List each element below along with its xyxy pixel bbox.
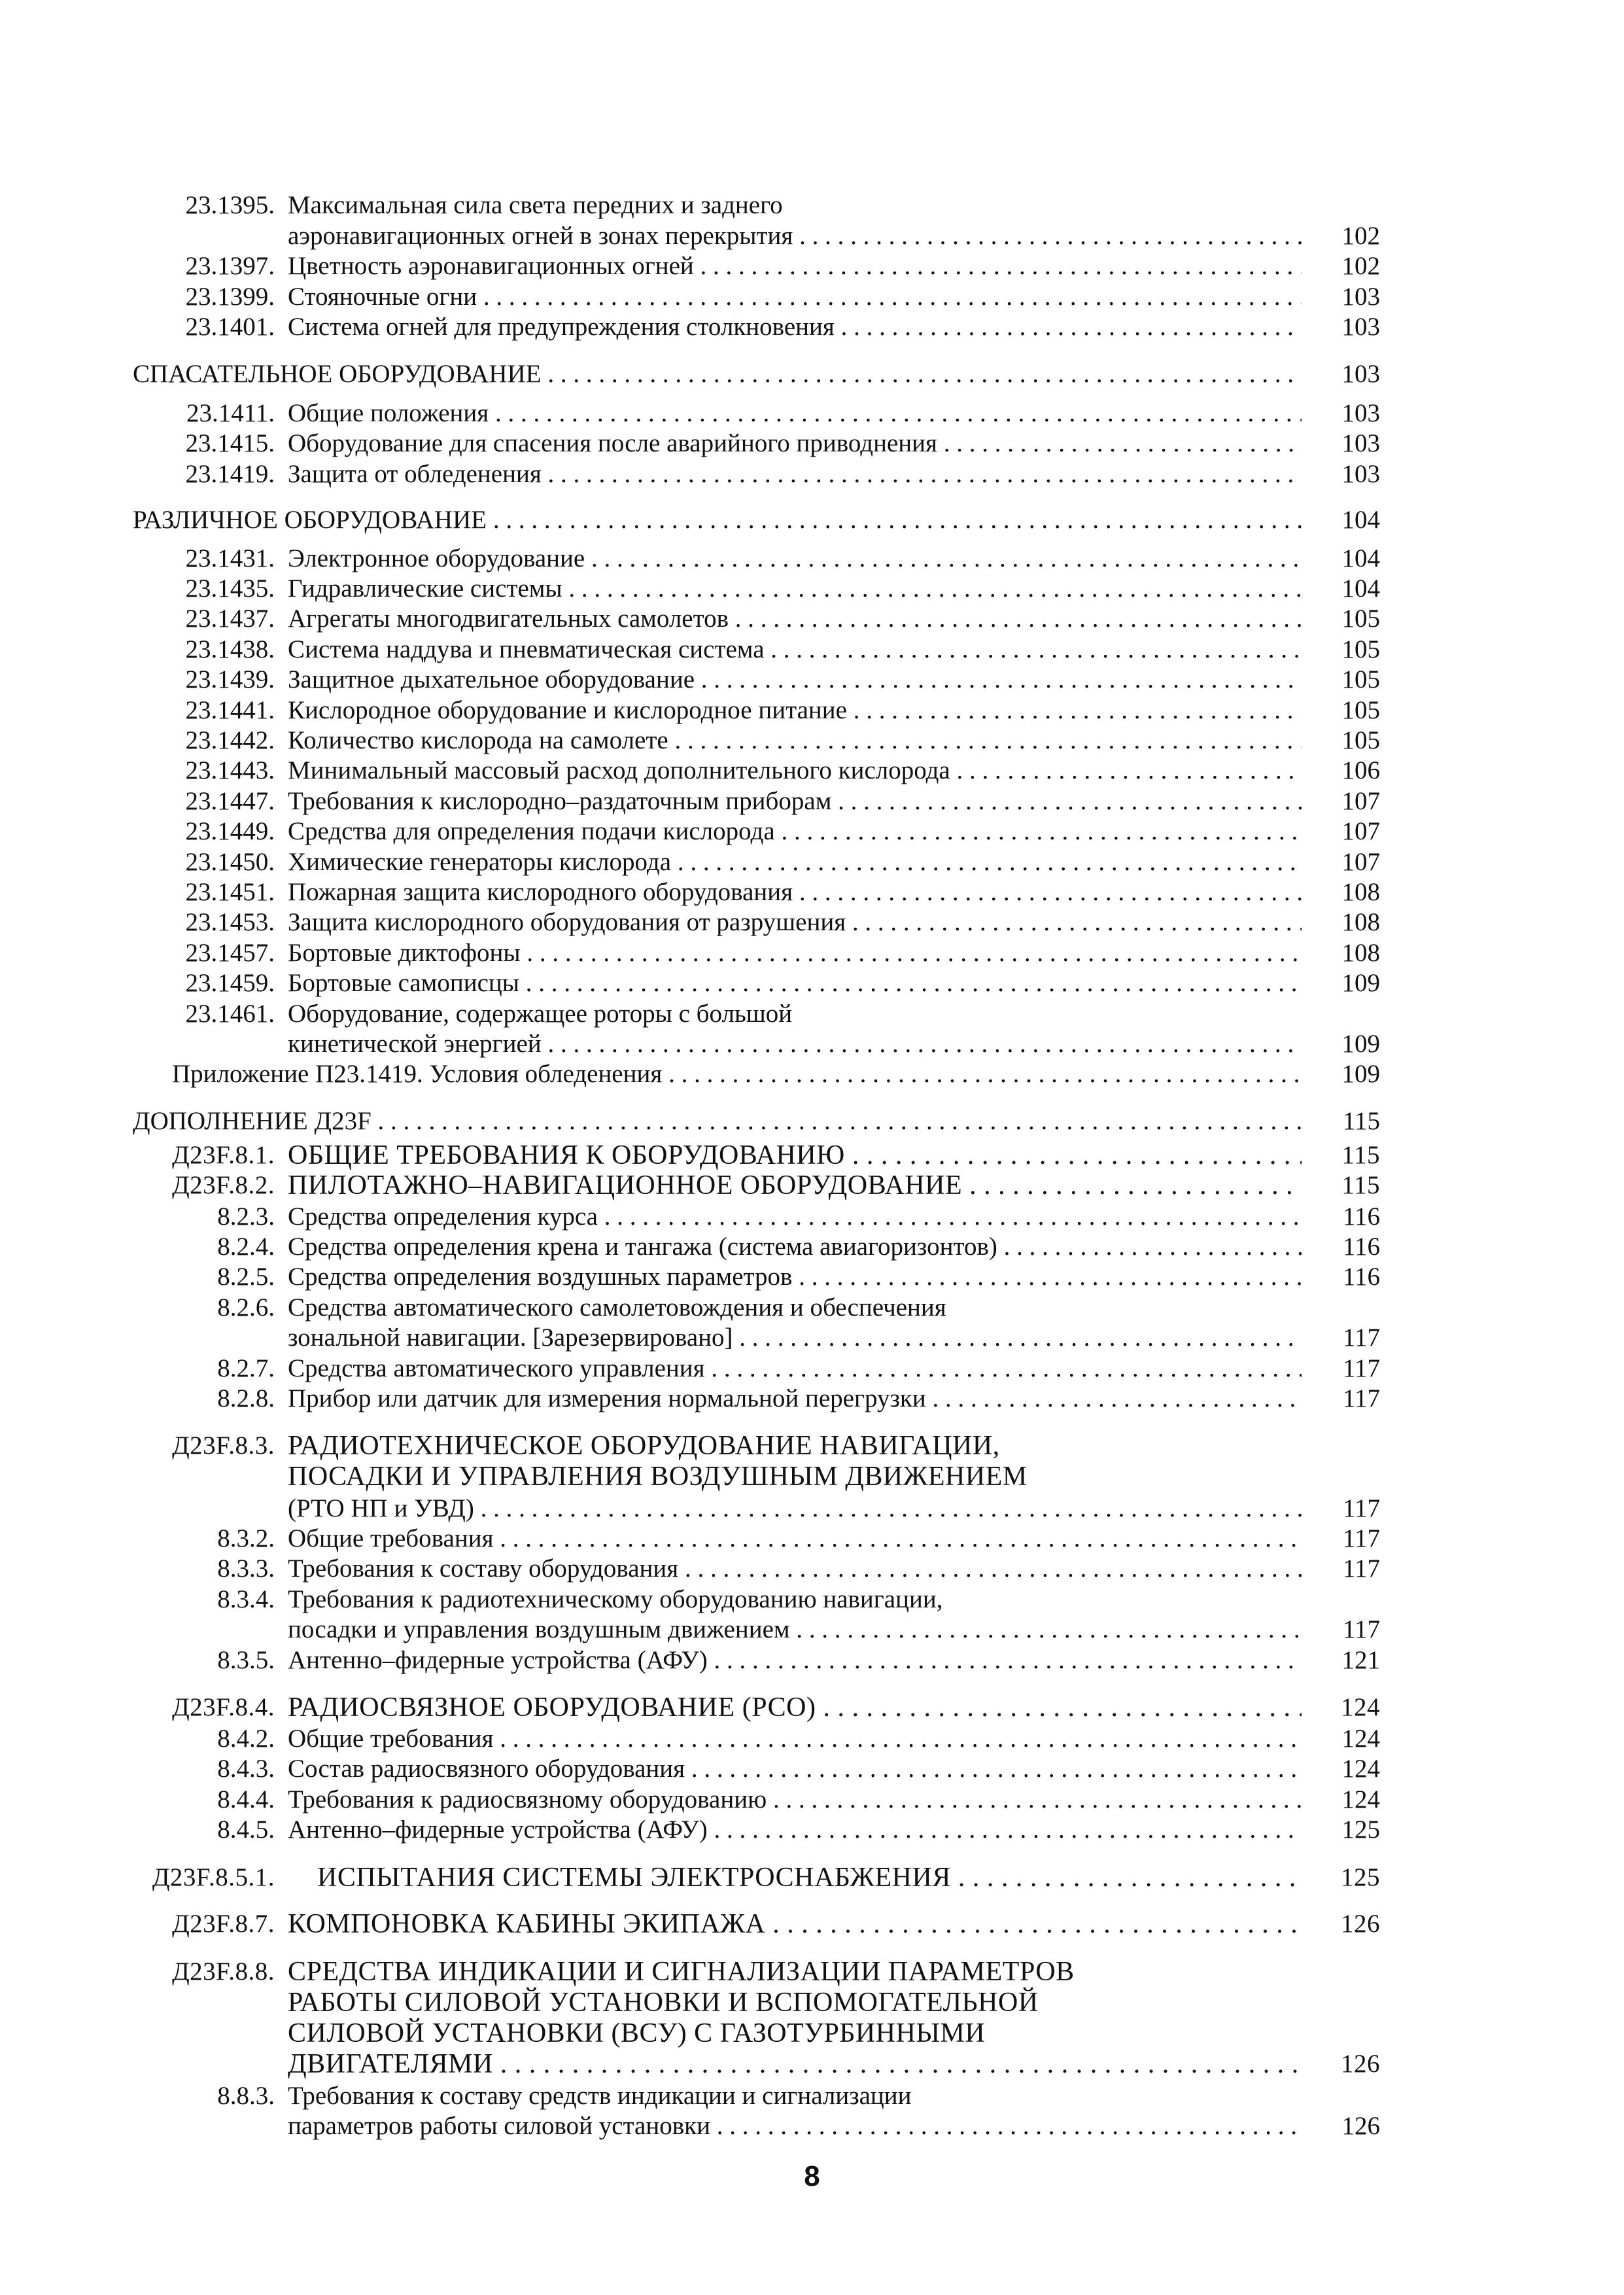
- toc-row: [0, 543, 1624, 574]
- toc-page: 116: [1342, 1263, 1380, 1291]
- toc-title: РАДИОТЕХНИЧЕСКОЕ ОБОРУДОВАНИЕ НАВИГАЦИИ,: [288, 1431, 1000, 1461]
- toc-page: 104: [1341, 544, 1380, 572]
- toc-title: Химические генераторы кислорода . . .: [288, 847, 1302, 878]
- toc-row: [0, 1956, 1624, 1988]
- toc-row: [0, 1584, 1624, 1615]
- toc-title: Электронное оборудование . . .: [288, 543, 1302, 574]
- toc-title: Стояночные огни . . .: [288, 281, 1302, 313]
- toc-page: 105: [1341, 696, 1380, 724]
- toc-title: Общие положения . . .: [288, 398, 1302, 429]
- toc-row: [0, 1461, 1624, 1492]
- toc-title: Система огней для предупреждения столкновения . . .: [288, 311, 1302, 343]
- toc-page: 117: [1342, 1354, 1380, 1382]
- toc-number: 8.2.8.: [217, 1384, 275, 1412]
- toc-page: 106: [1341, 756, 1380, 784]
- toc-title: Максимальная сила света передних и заднего: [288, 191, 783, 219]
- toc-number: 23.1415.: [185, 429, 275, 457]
- toc-row: [0, 1908, 1624, 1940]
- toc-row: [0, 1383, 1624, 1414]
- toc-section-row: [0, 504, 1624, 536]
- toc-number: 8.4.5.: [217, 1815, 275, 1844]
- toc-row: [0, 1814, 1624, 1846]
- toc-page: 105: [1341, 665, 1380, 693]
- toc-page: 107: [1341, 817, 1380, 845]
- toc-row: [0, 1353, 1624, 1384]
- toc-number: 23.1437.: [185, 604, 275, 633]
- toc-number: 23.1441.: [185, 696, 275, 724]
- toc-page: 116: [1342, 1233, 1380, 1261]
- toc-title: Требования к кислородно–раздаточным приборам . . .: [288, 786, 1302, 817]
- toc-title: параметров работы силовой установки . . .: [288, 2111, 1302, 2142]
- toc-page: 103: [1341, 460, 1380, 488]
- toc-number: 8.8.3.: [217, 2082, 275, 2110]
- toc-title: СИЛОВОЙ УСТАНОВКИ (ВСУ) С ГАЗОТУРБИННЫМИ: [288, 2018, 986, 2048]
- toc-page: 109: [1341, 969, 1380, 997]
- toc-title: Оборудование, содержащее роторы с большой: [288, 1000, 793, 1028]
- toc-row: [0, 1753, 1624, 1785]
- toc-title: Требования к радиотехническому оборудованию навигации,: [288, 1585, 943, 1613]
- toc-page: 126: [1341, 2050, 1380, 2078]
- toc-page: 117: [1342, 1494, 1380, 1522]
- toc-title: кинетической энергией . . .: [288, 1028, 1302, 1060]
- toc-number: 23.1395.: [185, 191, 275, 219]
- toc-page: 126: [1341, 2112, 1380, 2140]
- toc-page: 103: [1341, 429, 1380, 457]
- toc-title: (РТО НП и УВД) . . .: [288, 1493, 1302, 1524]
- toc-number: Д23F.8.3.: [172, 1431, 275, 1460]
- toc-number: 23.1443.: [185, 756, 275, 784]
- toc-number: 23.1419.: [185, 460, 275, 488]
- toc-page: 125: [1341, 1815, 1380, 1844]
- toc-number: 23.1438.: [185, 635, 275, 663]
- toc-row: [0, 1645, 1624, 1676]
- toc-number: 23.1459.: [185, 969, 275, 997]
- toc-page: 102: [1341, 222, 1380, 250]
- toc-number: Д23F.8.2.: [172, 1171, 275, 1199]
- toc-page: 124: [1341, 1785, 1380, 1813]
- toc-number: 8.3.4.: [217, 1585, 275, 1613]
- toc-number: 23.1399.: [185, 283, 275, 311]
- toc-page: 126: [1341, 1910, 1380, 1938]
- toc-title: Состав радиосвязного оборудования . . .: [288, 1753, 1302, 1785]
- toc-title: Защитное дыхательное оборудование . . .: [288, 664, 1302, 695]
- toc-row: [0, 1987, 1624, 2018]
- toc-row: [0, 1614, 1624, 1645]
- toc-row: [0, 1028, 1624, 1060]
- toc-number: 23.1439.: [185, 665, 275, 693]
- toc-row: [0, 1493, 1624, 1524]
- toc-page: 124: [1341, 1725, 1380, 1753]
- toc-title: Система наддува и пневматическая система . . .: [288, 634, 1302, 665]
- toc-row: [0, 1170, 1624, 1201]
- toc-title: Прибор или датчик для измерения нормальной перегрузки . . .: [288, 1383, 1302, 1414]
- toc-row: [0, 2111, 1624, 2142]
- toc-page: 121: [1341, 1646, 1380, 1674]
- toc-number: 23.1447.: [185, 787, 275, 815]
- toc-number: Д23F.8.7.: [172, 1910, 275, 1938]
- toc-page: 117: [1342, 1524, 1380, 1552]
- toc-title: Количество кислорода на самолете . . .: [288, 725, 1302, 756]
- toc-row: [0, 1059, 1624, 1090]
- toc-row: [0, 459, 1624, 490]
- toc-title: СРЕДСТВА ИНДИКАЦИИ И СИГНАЛИЗАЦИИ ПАРАМЕТРОВ: [288, 1957, 1075, 1987]
- toc-number: 8.2.5.: [217, 1263, 275, 1291]
- toc-section-title: РАЗЛИЧНОЕ ОБОРУДОВАНИЕ . . .: [133, 504, 1302, 536]
- toc-title: Средства для определения подачи кислорода . . .: [288, 816, 1302, 847]
- toc-page: 117: [1342, 1554, 1380, 1583]
- toc-title: Гидравлические системы . . .: [288, 573, 1302, 604]
- toc-row: [0, 428, 1624, 459]
- toc-row: [0, 1201, 1624, 1233]
- toc-page: 108: [1341, 939, 1380, 967]
- toc-row: [0, 1292, 1624, 1323]
- toc-page: 103: [1341, 360, 1380, 388]
- toc-row: [0, 755, 1624, 786]
- toc-page: 102: [1341, 252, 1380, 280]
- toc-number: 8.3.3.: [217, 1554, 275, 1583]
- toc-row: [0, 695, 1624, 726]
- toc-row: [0, 2048, 1624, 2080]
- toc-row: [0, 2080, 1624, 2112]
- toc-title: Общие требования . . .: [288, 1723, 1302, 1755]
- toc-number: 23.1457.: [185, 939, 275, 967]
- toc-row: [0, 190, 1624, 221]
- toc-row: [0, 311, 1624, 343]
- toc-title: КОМПОНОВКА КАБИНЫ ЭКИПАЖА . . .: [288, 1908, 1302, 1940]
- toc-title: Требования к составу средств индикации и сигнализации: [288, 2082, 912, 2110]
- toc-title: посадки и управления воздушным движением . . .: [288, 1614, 1302, 1645]
- toc-section-row: [0, 359, 1624, 390]
- toc-number: 23.1442.: [185, 726, 275, 754]
- toc-title: Приложение П23.1419. Условия обледенения . . .: [172, 1059, 1302, 1090]
- toc-number: Д23F.8.8.: [172, 1957, 275, 1986]
- toc-page: 107: [1341, 787, 1380, 815]
- toc-title: Защита от обледенения . . .: [288, 459, 1302, 490]
- toc-row: [0, 907, 1624, 938]
- toc-title: аэронавигационных огней в зонах перекрытия . . .: [288, 220, 1302, 252]
- toc-number: 8.4.2.: [217, 1725, 275, 1753]
- toc-row: [0, 1322, 1624, 1354]
- toc-title: РАДИОСВЯЗНОЕ ОБОРУДОВАНИЕ (РСО) . . .: [288, 1692, 1302, 1723]
- toc-row: [0, 1784, 1624, 1815]
- toc-row: [0, 1140, 1624, 1171]
- toc-number: 23.1451.: [185, 878, 275, 906]
- toc-page: 103: [1341, 313, 1380, 341]
- toc-page: 115: [1341, 1171, 1380, 1199]
- toc-number: Д23F.8.1.: [172, 1141, 275, 1169]
- toc-row: [0, 281, 1624, 313]
- toc-page: 109: [1341, 1060, 1380, 1088]
- toc-row: [0, 1430, 1624, 1462]
- toc-title: Минимальный массовый расход дополнительного кислорода . . .: [288, 755, 1302, 786]
- toc-row: [0, 2018, 1624, 2049]
- toc-row: [0, 1261, 1624, 1293]
- toc-title: ПОСАДКИ И УПРАВЛЕНИЯ ВОЗДУШНЫМ ДВИЖЕНИЕМ: [288, 1462, 1028, 1492]
- toc-title: ИСПЫТАНИЯ СИСТЕМЫ ЭЛЕКТРОСНАБЖЕНИЯ . . .: [317, 1862, 1302, 1893]
- toc-page: 117: [1342, 1384, 1380, 1412]
- toc-number: 23.1431.: [185, 544, 275, 572]
- toc-title: зональной навигации. [Зарезервировано] . . .: [288, 1322, 1302, 1354]
- toc-row: [0, 573, 1624, 604]
- toc-number: 8.3.2.: [217, 1524, 275, 1552]
- toc-title: РАБОТЫ СИЛОВОЙ УСТАНОВКИ И ВСПОМОГАТЕЛЬНОЙ: [288, 1988, 1039, 2018]
- toc-row: [0, 398, 1624, 429]
- toc-title: Средства определения крена и тангажа (система авиагоризонтов) . . .: [288, 1231, 1302, 1263]
- toc-page: 125: [1341, 1863, 1380, 1891]
- toc-title: ПИЛОТАЖНО–НАВИГАЦИОННОЕ ОБОРУДОВАНИЕ . . .: [288, 1170, 1302, 1201]
- toc-title: Требования к составу оборудования . . .: [288, 1553, 1302, 1585]
- toc-row: [0, 816, 1624, 847]
- toc-number: 23.1435.: [185, 574, 275, 603]
- toc-page: 109: [1341, 1030, 1380, 1058]
- toc-title: Бортовые диктофоны . . .: [288, 937, 1302, 969]
- toc-row: [0, 847, 1624, 878]
- toc-title: Средства автоматического самолетовождения и обеспечения: [288, 1293, 946, 1322]
- toc-row: [0, 1862, 1624, 1893]
- toc-number: 8.2.7.: [217, 1354, 275, 1382]
- toc-page: 117: [1342, 1615, 1380, 1643]
- toc-row: [0, 220, 1624, 252]
- toc-number: 8.4.3.: [217, 1755, 275, 1783]
- toc-page: 104: [1341, 574, 1380, 603]
- toc-row: [0, 634, 1624, 665]
- toc-page: 103: [1341, 399, 1380, 427]
- toc-number: 23.1411.: [186, 399, 275, 427]
- page-number: 8: [804, 2160, 820, 2192]
- toc-row: [0, 998, 1624, 1030]
- toc-row: [0, 1231, 1624, 1263]
- toc-title: Кислородное оборудование и кислородное питание . . .: [288, 695, 1302, 726]
- toc-page: 107: [1341, 848, 1380, 876]
- toc-title: Пожарная защита кислородного оборудования . . .: [288, 877, 1302, 908]
- toc-title: Защита кислородного оборудования от разрушения . . .: [288, 907, 1302, 938]
- toc-page: 124: [1341, 1755, 1380, 1783]
- toc-number: 8.2.3.: [217, 1202, 275, 1231]
- toc-title: ДВИГАТЕЛЯМИ . . .: [288, 2048, 1302, 2080]
- toc-number: 23.1453.: [185, 908, 275, 936]
- toc-number: 23.1461.: [185, 1000, 275, 1028]
- toc-title: Общие требования . . .: [288, 1523, 1302, 1554]
- toc-title: Средства определения курса . . .: [288, 1201, 1302, 1233]
- toc-number: 8.3.5.: [217, 1646, 275, 1674]
- toc-title: Оборудование для спасения после аварийного приводнения . . .: [288, 428, 1302, 459]
- toc-title: Антенно–фидерные устройства (АФУ) . . .: [288, 1814, 1302, 1846]
- toc-row: [0, 877, 1624, 908]
- toc-title: Цветность аэронавигационных огней . . .: [288, 251, 1302, 282]
- toc-row: [0, 725, 1624, 756]
- toc-row: [0, 937, 1624, 969]
- toc-row: [0, 603, 1624, 635]
- toc-row: [0, 1692, 1624, 1723]
- toc-page: 124: [1341, 1693, 1380, 1721]
- toc-number: 8.2.6.: [217, 1293, 275, 1322]
- toc-page: 115: [1341, 1141, 1380, 1169]
- toc-page: 108: [1341, 908, 1380, 936]
- toc-row: [0, 786, 1624, 817]
- toc-title: Средства определения воздушных параметров . . .: [288, 1261, 1302, 1293]
- toc-title: Бортовые самописцы . . .: [288, 968, 1302, 999]
- toc-number: Д23F.8.5.1.: [152, 1863, 275, 1891]
- toc-section-title: СПАСАТЕЛЬНОЕ ОБОРУДОВАНИЕ . . .: [133, 359, 1302, 390]
- toc-section-row: [0, 1106, 1624, 1137]
- toc-number: 23.1450.: [185, 848, 275, 876]
- toc-title: Требования к радиосвязному оборудованию . . .: [288, 1784, 1302, 1815]
- toc-row: [0, 664, 1624, 695]
- toc-number: 23.1401.: [185, 313, 275, 341]
- toc-number: 8.2.4.: [217, 1233, 275, 1261]
- toc-number: Д23F.8.4.: [172, 1693, 275, 1721]
- toc-page: 116: [1342, 1202, 1380, 1231]
- toc-page: 115: [1342, 1107, 1380, 1135]
- toc-row: [0, 968, 1624, 999]
- toc-title: ОБЩИЕ ТРЕБОВАНИЯ К ОБОРУДОВАНИЮ . . .: [288, 1140, 1302, 1171]
- toc-row: [0, 1723, 1624, 1755]
- toc-page: 108: [1341, 878, 1380, 906]
- toc-section-title: ДОПОЛНЕНИЕ Д23F . . .: [133, 1106, 1302, 1137]
- toc-page: 105: [1341, 726, 1380, 754]
- toc-row: [0, 251, 1624, 282]
- toc-title: Агрегаты многодвигательных самолетов . . .: [288, 603, 1302, 635]
- toc-page: 103: [1341, 283, 1380, 311]
- toc-title: Антенно–фидерные устройства (АФУ) . . .: [288, 1645, 1302, 1676]
- toc-title: Средства автоматического управления . . .: [288, 1353, 1302, 1384]
- toc-number: 23.1397.: [185, 252, 275, 280]
- toc-row: [0, 1553, 1624, 1585]
- toc-page: 105: [1341, 604, 1380, 633]
- toc-page: 117: [1342, 1323, 1380, 1352]
- toc-number: 23.1449.: [185, 817, 275, 845]
- toc-page: 104: [1341, 506, 1380, 534]
- toc-number: 8.4.4.: [217, 1785, 275, 1813]
- toc-page: 105: [1341, 635, 1380, 663]
- toc-row: [0, 1523, 1624, 1554]
